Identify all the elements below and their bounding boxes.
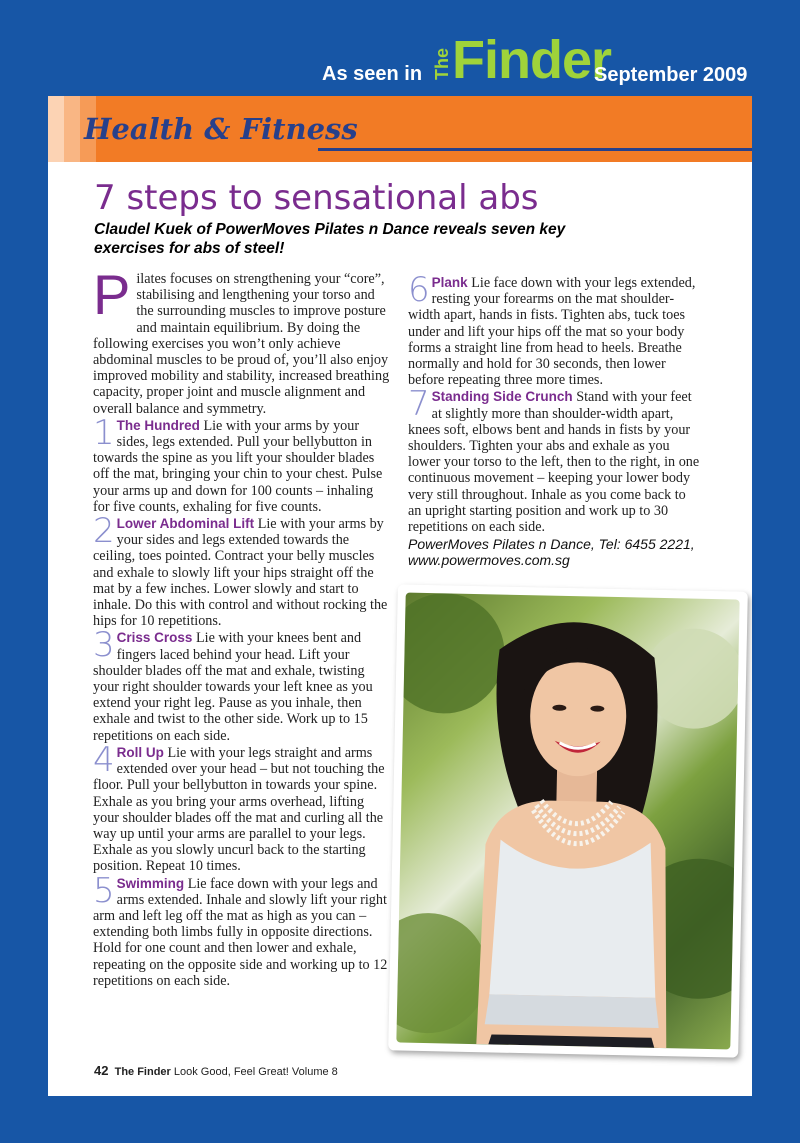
as-seen-in-label: As seen in [322, 63, 423, 85]
banner-stripe [48, 96, 64, 162]
exercise-name: Criss Cross [116, 630, 193, 646]
exercise-item [93, 511, 392, 630]
column-left [93, 263, 392, 990]
exercise-item [408, 384, 700, 536]
exercise-text: Lie face down with your legs extended, resting your forearms on the mat shoulder-width apart, hands in fists. Tighten abs, tuck toes under and lift your hips off the mat so your body forms a straight line from head to heels. Breathe normally and hold for 30 seconds, then lower before repeating three more times. [408, 275, 696, 389]
logo-the: The [432, 48, 452, 81]
intro-text: ilates focuses on strengthening your “core”, stabilising and lengthening your torso and the surrounding muscles to improve posture and maintain equilibrium. By doing the following exercises you won’t only achieve abdominal muscles to be proud of, you’ll also enjoy improved mobility and stability, increased breathing capacity, proper joint and muscle alignment and overall balance and symmetry. [93, 271, 390, 417]
banner-stripe [64, 96, 80, 162]
exercise-item [408, 270, 700, 389]
exercise-item [93, 870, 392, 989]
exercise-item [93, 739, 392, 875]
section-banner [48, 96, 752, 162]
footer-volume: Volume 8 [291, 1066, 338, 1078]
exercise-number: 7 [408, 384, 430, 425]
exercise-name: Lower Abdominal Lift [116, 516, 255, 532]
photo-content [396, 593, 739, 1050]
drop-cap: P [93, 263, 131, 326]
exercise-number: 3 [93, 625, 115, 666]
page-footer [94, 1063, 338, 1078]
exercise-text: Lie with your knees bent and fingers laced behind your head. Lift your shoulder blades off the mat and exhale, twisting your right shoulder towards your left knee as you extend your right leg. Pause as you inhale, then exhale and twist to the other side. Work up to 15 repetitions on each side. [93, 630, 373, 744]
logo-finder: Finder [452, 30, 612, 90]
footer-tagline: Look Good, Feel Great! [173, 1066, 289, 1078]
page-number: 42 [94, 1063, 109, 1078]
exercise-number: 4 [93, 739, 115, 780]
exercise-number: 6 [408, 270, 430, 310]
footer-magazine-name: The Finder [114, 1066, 171, 1078]
exercise-text: Stand with your feet at slightly more than shoulder-width apart, knees soft, elbows bent and hands in fists by your shoulders. Tighten your abs and exhale as you lower your torso to the left, then to the right, in one continuous movement – keeping your lower body very still throughout. Inhale as you come back to an upright starting position and work up to 30 repetitions on each side. [408, 389, 700, 536]
section-underline [318, 148, 752, 151]
exercise-item [93, 412, 392, 515]
instructor-illustration [396, 593, 739, 1050]
exercise-name: Roll Up [116, 744, 164, 760]
exercise-name: The Hundred [116, 417, 200, 433]
exercise-name: Swimming [116, 875, 185, 891]
instructor-photo [388, 584, 748, 1057]
article-page [48, 96, 752, 1096]
magazine-header [0, 0, 800, 96]
issue-date: September 2009 [594, 64, 748, 86]
intro-paragraph [93, 263, 392, 417]
exercise-number: 2 [93, 511, 115, 552]
exercise-number: 5 [93, 870, 115, 911]
exercise-name: Standing Side Crunch [431, 389, 573, 405]
exercise-text: Lie face down with your legs and arms extended. Inhale and slowly lift your right arm and left leg off the mat as high as you can – extending both limbs fully in opposite directions. Hold for one count and then lower and exhale, repeating on the opposite side and working up to 12 repetitions on each side. [93, 875, 388, 989]
section-title: Health & Fitness [84, 112, 358, 146]
column-right [408, 270, 700, 570]
exercise-number: 1 [93, 412, 115, 453]
article-title: 7 steps to sensational abs [94, 178, 539, 218]
exercise-name: Plank [431, 275, 468, 290]
exercise-text: Lie with your arms by your sides and legs extended towards the ceiling, toes pointed. Contract your belly muscles and exhale to slowly lift your hips straight off the mat by a few inches. Lower slowly and start to inhale. Do this with control and without rocking the hips for 10 repetitions. [93, 516, 388, 630]
exercise-text: Lie with your legs straight and arms extended over your head – but not touching the floor. Pull your bellybutton in towards your spine. Exhale as you bring your arms overhead, lifting your shoulder blades off the mat and curling all the way up until your arms are parallel to your legs. Exhale as you slowly uncurl back to the starting position. Repeat 10 times. [93, 744, 385, 875]
article-subtitle: Claudel Kuek of PowerMoves Pilates n Dance reveals seven key exercises for abs of steel! [94, 221, 566, 257]
contact-info: PowerMoves Pilates n Dance, Tel: 6455 2221, www.powermoves.com.sg [408, 536, 695, 569]
exercise-text: Lie with your arms by your sides, legs extended. Pull your bellybutton in towards the spine as you lift your shoulder blades off the mat, bringing your chin to your chest. Pulse your arms up and down for 100 counts – inhaling for five counts, exhaling for five counts. [93, 417, 383, 515]
exercise-item [93, 625, 392, 744]
